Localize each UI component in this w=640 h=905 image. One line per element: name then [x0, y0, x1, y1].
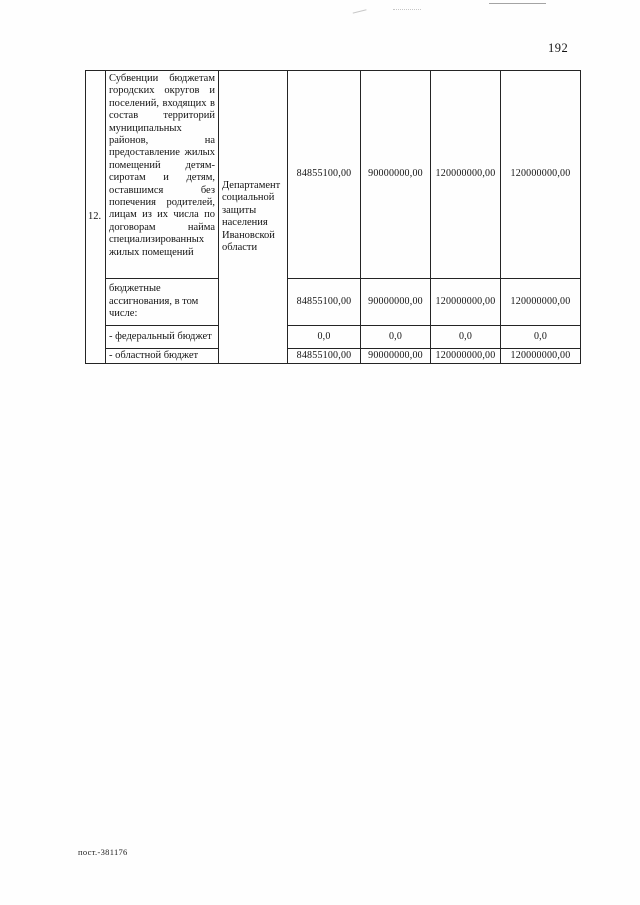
description-cell: Субвенции бюджетам городских округов и поселений, входящих в состав территорий муниципальных районов, на предоставление жилых помещений детям-сиротам и детям, оставшимся без попечения родителей, лицам из их числа по договорам найма специализированных жилых помещений — [106, 71, 219, 279]
footer-stamp: пост.-381176 — [78, 847, 128, 857]
value-cell: 90000000,00 — [361, 349, 431, 364]
table-row-federal-budget — [86, 326, 581, 349]
page-number: 192 — [548, 41, 569, 55]
label-cell: бюджетные ассигнования, в том числе: — [106, 279, 219, 326]
department-cell: Департамент социальной защиты населения Ивановской области — [219, 71, 288, 364]
value-cell: 0,0 — [361, 326, 431, 349]
value-cell: 0,0 — [501, 326, 581, 349]
scan-artifact — [351, 4, 366, 13]
budget-table — [85, 70, 581, 364]
value-cell: 120000000,00 — [501, 279, 581, 326]
scan-artifact — [489, 3, 546, 4]
table-row-regional-budget — [86, 349, 581, 364]
value-cell: 120000000,00 — [431, 71, 501, 279]
table-row-main — [86, 71, 581, 279]
row-number-cell: 12. — [86, 71, 106, 364]
value-cell: 84855100,00 — [288, 349, 361, 364]
value-cell: 0,0 — [288, 326, 361, 349]
table-row-allocations — [86, 279, 581, 326]
value-cell: 120000000,00 — [431, 279, 501, 326]
label-cell: - областной бюджет — [106, 349, 219, 364]
value-cell: 90000000,00 — [361, 279, 431, 326]
value-cell: 90000000,00 — [361, 71, 431, 279]
value-cell: 84855100,00 — [288, 71, 361, 279]
label-cell: - федеральный бюджет — [106, 326, 219, 349]
value-cell: 120000000,00 — [501, 349, 581, 364]
scan-artifact — [393, 5, 421, 10]
value-cell: 0,0 — [431, 326, 501, 349]
value-cell: 120000000,00 — [501, 71, 581, 279]
value-cell: 120000000,00 — [431, 349, 501, 364]
value-cell: 84855100,00 — [288, 279, 361, 326]
